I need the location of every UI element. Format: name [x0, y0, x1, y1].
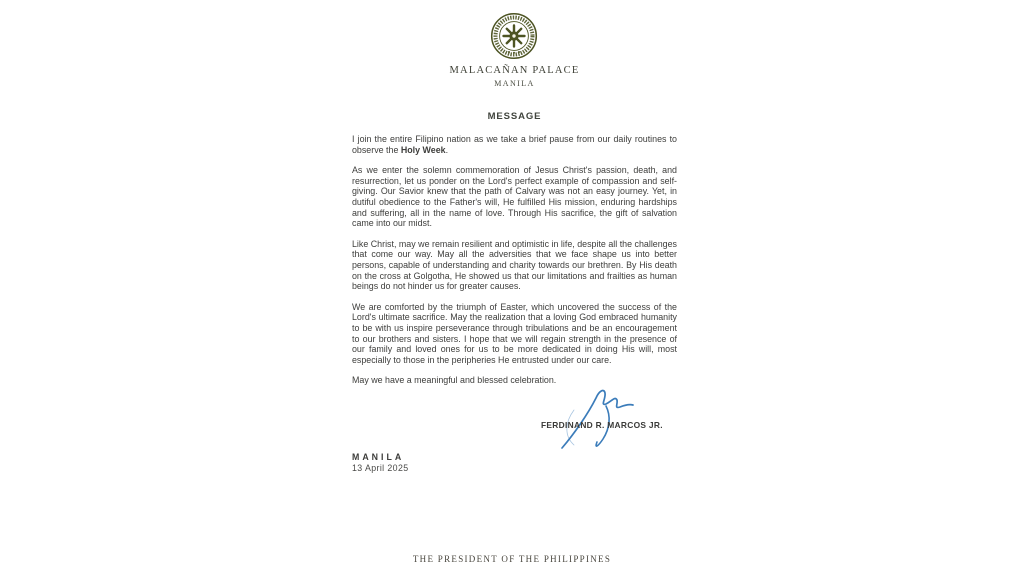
paragraph-1-text: I join the entire Filipino nation as we take a brief pause from our daily routines to observe the: [352, 134, 677, 155]
paragraph-2: As we enter the solemn commemoration of Jesus Christ's passion, death, and resurrection, let us ponder on the Lord's perfect example of compassion and self-giving. Our Savior knew that the path of Calvary was not an easy journey. Yet, in dutiful obedience to the Father's will, He fulfilled His mission, enduring hardships and suffering, all in the name of love. Through His sacrifice, the gift of salvation came into our midst.: [352, 165, 677, 229]
paragraph-1: [352, 134, 677, 155]
malacanan-seal-icon: [490, 11, 538, 61]
letterhead-city: MANILA: [494, 79, 535, 88]
letter-body: [352, 134, 677, 396]
footer-office-title: THE PRESIDENT OF THE PHILIPPINES: [412, 554, 612, 564]
letterhead-palace: MALACAÑAN PALACE: [449, 65, 580, 76]
holy-week-emphasis: Holy Week: [400, 144, 446, 155]
closing-date: 13 April 2025: [352, 463, 409, 473]
paragraph-5: May we have a meaningful and blessed celebration.: [352, 375, 557, 386]
signatory-name: FERDINAND R. MARCOS JR.: [541, 420, 663, 430]
paragraph-1-period: .: [445, 144, 449, 155]
closing-place: MANILA: [352, 452, 405, 462]
message-title: MESSAGE: [487, 111, 542, 122]
paragraph-4: We are comforted by the triumph of Easter, which uncovered the success of the Lord's ultimate sacrifice. May the realization that a loving God embraced humanity to be with us inspire perseverance through tribulations and be an encouragement to our brothers and sisters. I hope that we will regain strength in the presence of our family and loved ones for us to be more dedicated in doing His will, most especially to those in the peripheries He entrusted under our care.: [352, 301, 677, 365]
paragraph-3: Like Christ, may we remain resilient and optimistic in life, despite all the challenges that come our way. May all the adversities that we face shape us into better persons, capable of understanding and charity towards our brethren. By His death on the cross at Golgotha, He showed us that our limitations and frailties as human beings do not hinder us for greater causes.: [352, 238, 677, 292]
